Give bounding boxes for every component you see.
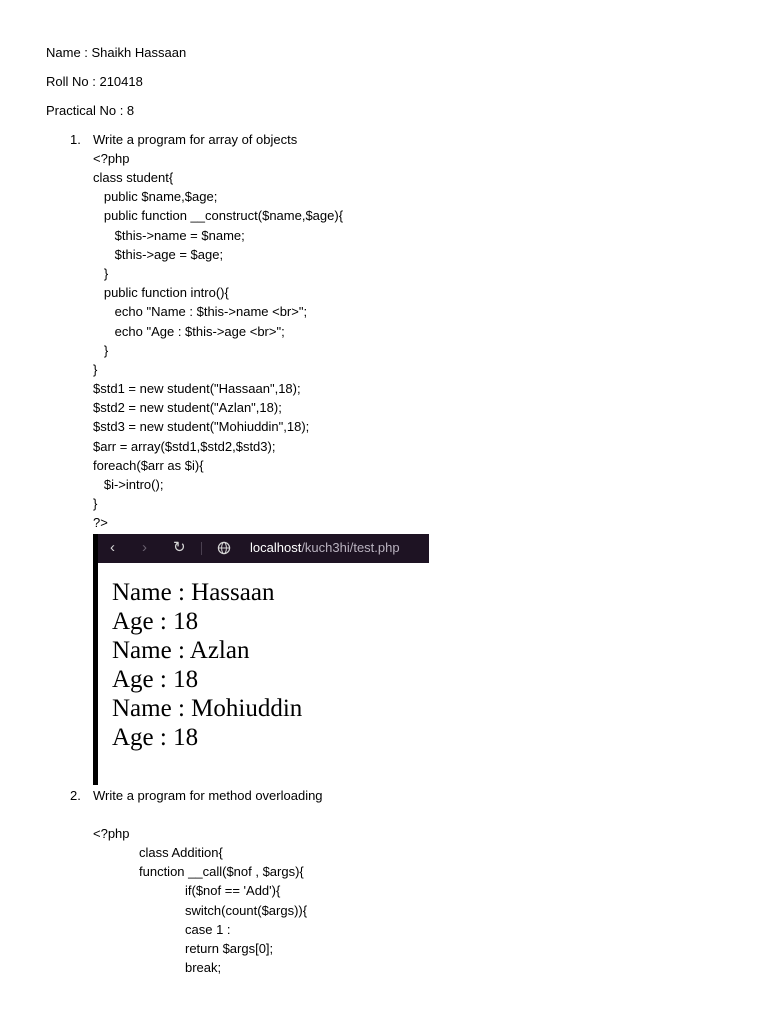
roll-number: Roll No : 210418 (46, 74, 143, 89)
url-path: /kuch3hi/test.php (301, 540, 400, 555)
output-line: Age : 18 (112, 666, 199, 693)
output-line: Name : Mohiuddin (112, 695, 303, 722)
back-icon: ‹ (110, 539, 115, 556)
question-2-title: Write a program for method overloading (93, 788, 323, 803)
code-line: case 1 : (185, 922, 231, 937)
code-line: $std2 = new student("Azlan",18); (93, 400, 282, 415)
question-1-number: 1. (70, 132, 81, 147)
code-line: public $name,$age; (93, 189, 218, 204)
code-line: } (93, 362, 98, 377)
code-line: if($nof == 'Add'){ (185, 883, 281, 898)
code-line: <?php (93, 826, 130, 841)
code-line: switch(count($args)){ (185, 903, 308, 918)
code-line: class student{ (93, 170, 174, 185)
code-line: <?php (93, 151, 130, 166)
code-line: return $args[0]; (185, 941, 274, 956)
code-line: echo "Name : $this->name <br>"; (93, 304, 308, 319)
code-line: } (93, 496, 98, 511)
code-line: class Addition{ (139, 845, 223, 860)
code-line: } (93, 343, 109, 358)
code-line: echo "Age : $this->age <br>"; (93, 324, 285, 339)
code-line: $std1 = new student("Hassaan",18); (93, 381, 301, 396)
output-line: Name : Hassaan (112, 579, 275, 606)
code-line: $this->age = $age; (93, 247, 224, 262)
question-2-number: 2. (70, 788, 81, 803)
code-line: $arr = array($std1,$std2,$std3); (93, 439, 276, 454)
code-line: public function intro(){ (93, 285, 229, 300)
code-line: } (93, 266, 109, 281)
code-line: function __call($nof , $args){ (139, 864, 304, 879)
screenshot-left-border (93, 534, 98, 785)
globe-icon (217, 541, 231, 555)
practical-number: Practical No : 8 (46, 103, 135, 118)
code-line: public function __construct($name,$age){ (93, 208, 344, 223)
code-line: break; (185, 960, 222, 975)
browser-output-screenshot (93, 534, 429, 785)
code-line: $std3 = new student("Mohiuddin",18); (93, 419, 310, 434)
output-line: Age : 18 (112, 608, 199, 635)
code-line: $this->name = $name; (93, 228, 245, 243)
code-line: ?> (93, 515, 108, 530)
student-name: Name : Shaikh Hassaan (46, 45, 187, 60)
forward-icon: › (142, 539, 147, 556)
reload-icon: ↻ (173, 539, 186, 556)
output-line: Age : 18 (112, 724, 199, 751)
toolbar-divider (201, 542, 202, 555)
browser-toolbar (98, 534, 429, 563)
code-line: $i->intro(); (93, 477, 164, 492)
output-line: Name : Azlan (112, 637, 250, 664)
question-1-title: Write a program for array of objects (93, 132, 298, 147)
code-line: foreach($arr as $i){ (93, 458, 204, 473)
url-host: localhost (250, 540, 302, 555)
url-bar (250, 539, 400, 557)
